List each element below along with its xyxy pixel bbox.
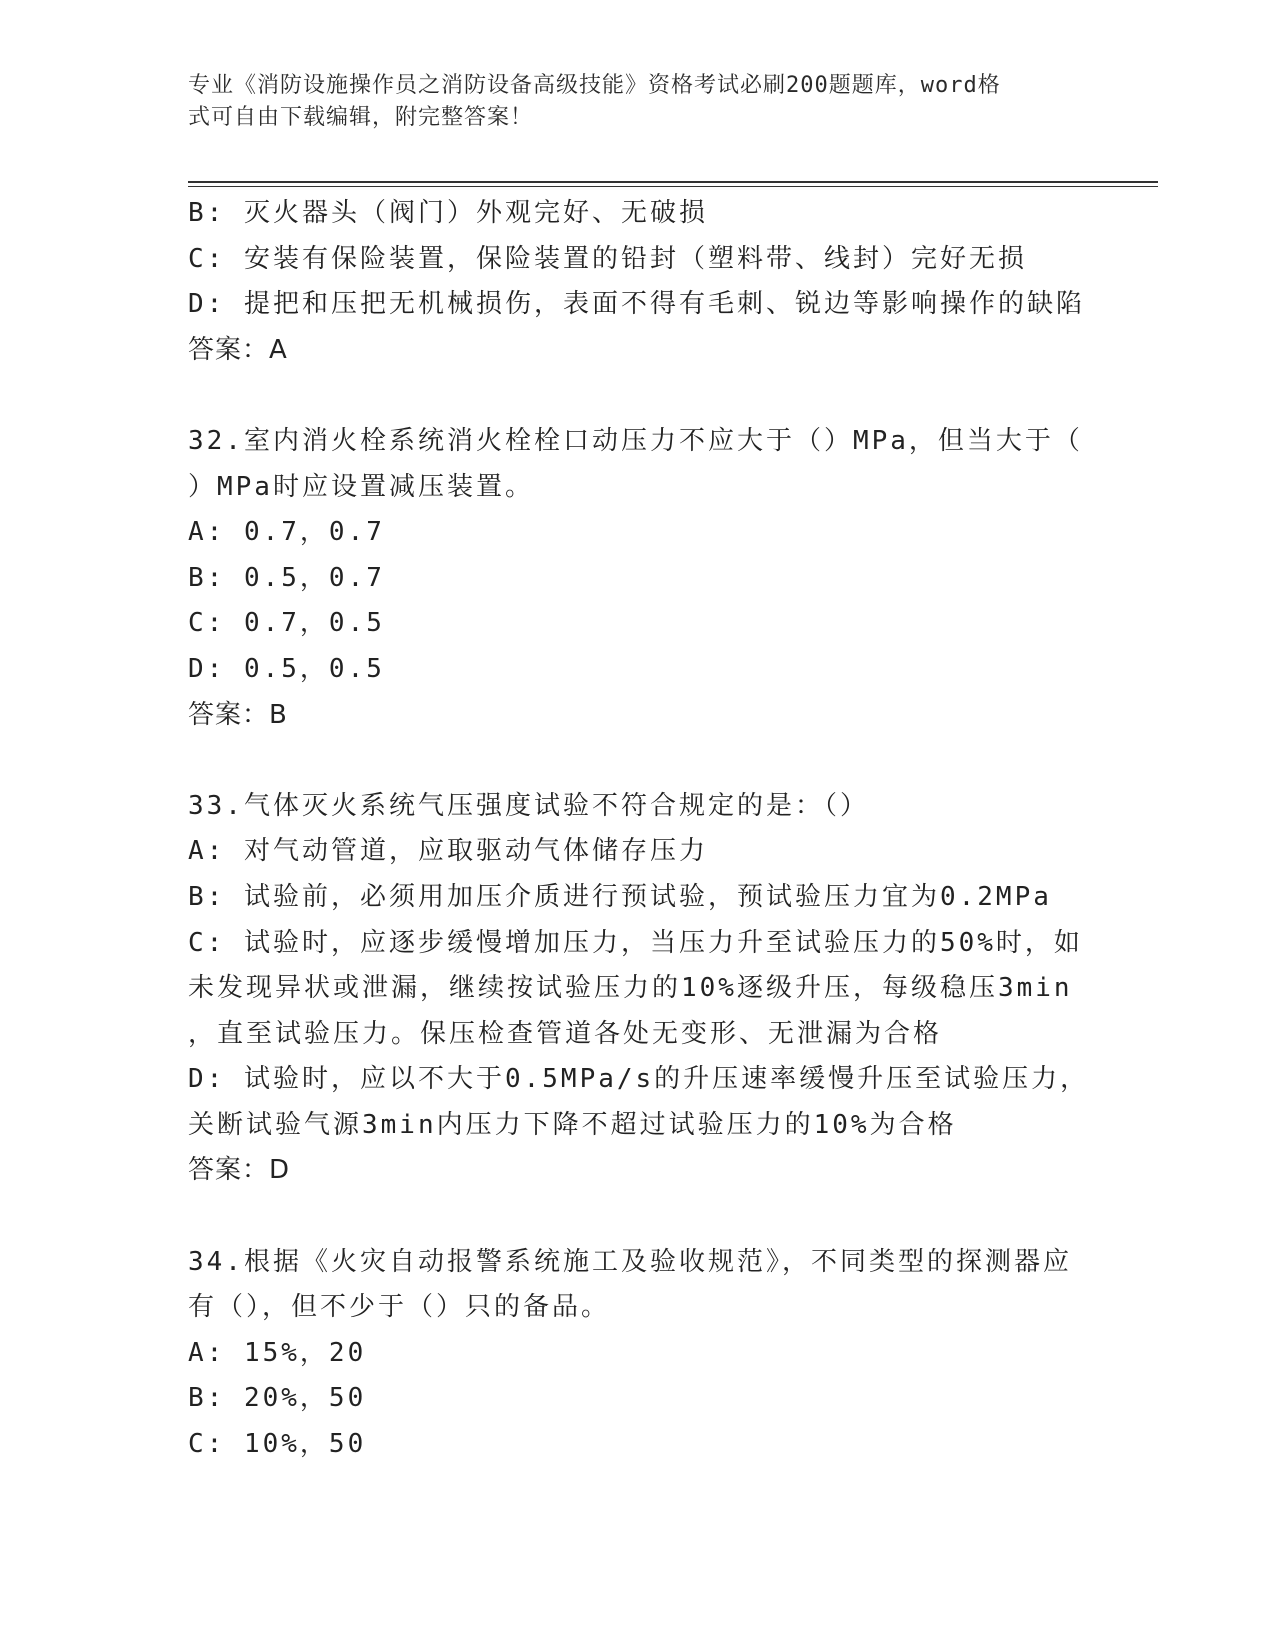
spacer (188, 738, 1088, 784)
option-c-continued: ，直至试验压力。保压检查管道各处无变形、无泄漏为合格 (188, 1018, 943, 1049)
option-d: D: 0.5，0.5 (188, 653, 385, 684)
option-c: C: 10%，50 (188, 1429, 367, 1460)
option-d: D: 试验时，应以不大于0.5MPa/s的升压速率缓慢升压至试验压力， (188, 1064, 1090, 1095)
question-33 (188, 784, 1088, 1194)
option-b: B: 0.5，0.7 (188, 562, 385, 593)
page-header (188, 70, 1068, 134)
option-b: B: 灭火器头（阀门）外观完好、无破损 (188, 198, 708, 228)
option-c: C: 试验时，应逐步缓慢增加压力，当压力升至试验压力的50%时，如 (188, 927, 1083, 958)
header-rule-thick (188, 181, 1158, 183)
option-d-continued: 关断试验气源3min内压力下降不超过试验压力的10%为合格 (188, 1109, 957, 1140)
header-line-2: 式可自由下载编辑，附完整答案！ (188, 105, 534, 130)
option-b: B: 试验前，必须用加压介质进行预试验，预试验压力宜为0.2MPa (188, 881, 1052, 912)
question-stem: 有（），但不少于（）只的备品。 (188, 1292, 611, 1323)
option-c: C: 安装有保险装置，保险装置的铅封（塑料带、线封）完好无损 (188, 243, 1027, 274)
option-c-continued: 未发现异状或泄漏，继续按试验压力的10%逐级升压，每级稳压3min (188, 973, 1073, 1004)
answer-line: 答案：D (188, 1155, 291, 1186)
question-34 (188, 1240, 1088, 1468)
question-stem: 32.室内消火栓系统消火栓栓口动压力不应大于（）MPa，但当大于（ (188, 425, 1083, 456)
document-body (188, 191, 1088, 1468)
spacer (188, 373, 1088, 419)
answer-line: 答案：A (188, 334, 288, 365)
answer-line: 答案：B (188, 699, 288, 730)
question-31-continued (188, 191, 1088, 373)
option-a: A: 15%，20 (188, 1337, 367, 1368)
header-line-1: 专业《消防设施操作员之消防设备高级技能》资格考试必刷200题题库，word格 (188, 73, 1001, 98)
option-d: D: 提把和压把无机械损伤，表面不得有毛刺、锐边等影响操作的缺陷 (188, 289, 1085, 320)
spacer (188, 1194, 1088, 1240)
question-stem: 33.气体灭火系统气压强度试验不符合规定的是：（） (188, 790, 869, 821)
question-stem: ）MPa时应设置减压装置。 (188, 471, 534, 502)
option-a: A: 对气动管道，应取驱动气体储存压力 (188, 836, 708, 867)
option-a: A: 0.7，0.7 (188, 517, 385, 548)
question-stem: 34.根据《火灾自动报警系统施工及验收规范》，不同类型的探测器应 (188, 1246, 1072, 1277)
header-rule-thin (188, 186, 1158, 187)
option-c: C: 0.7，0.5 (188, 608, 385, 639)
option-b: B: 20%，50 (188, 1383, 367, 1414)
question-32 (188, 419, 1088, 738)
